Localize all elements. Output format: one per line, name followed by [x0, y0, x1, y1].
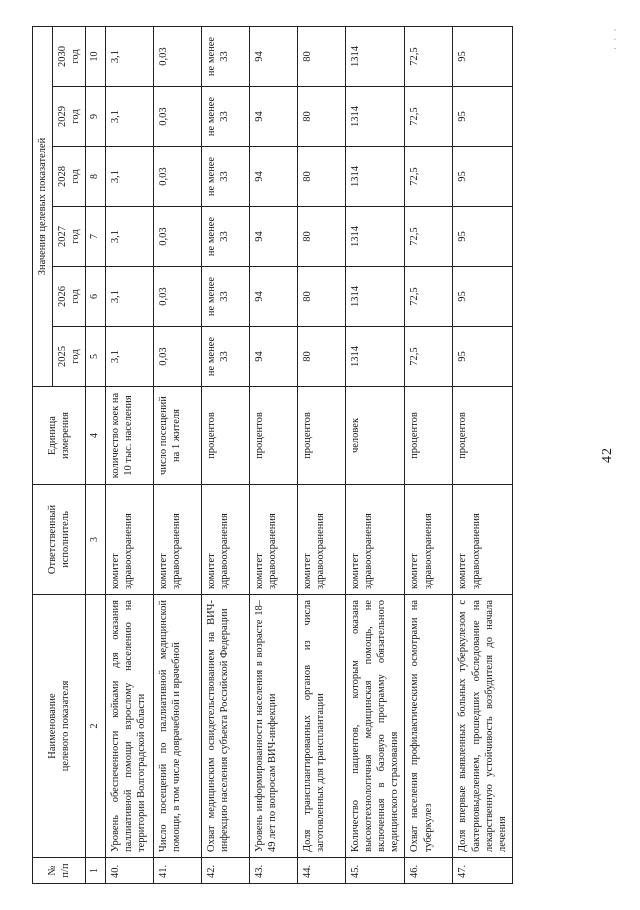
target-value: не менее 33 [201, 207, 249, 267]
target-indicators-table [32, 26, 513, 884]
responsible-executor: комитет здравоохранения [153, 485, 201, 595]
target-value: 72,5 [405, 87, 453, 147]
target-value: 80 [297, 207, 345, 267]
target-value: 94 [249, 267, 297, 327]
indicator-name: Уровень информированности населения в возрасте 18–49 лет по вопросам ВИЧ-инфекции [249, 595, 297, 858]
responsible-executor: комитет здравоохранения [345, 485, 405, 595]
col-header-year: 2025 год [53, 327, 86, 387]
target-value: 0,03 [153, 147, 201, 207]
scan-artifact: · · · [610, 26, 620, 50]
table-row [153, 26, 201, 883]
unit-of-measure: процентов [297, 387, 345, 485]
target-value: 95 [453, 87, 513, 147]
target-value: 1314 [345, 147, 405, 207]
row-num: 40. [105, 858, 153, 884]
responsible-executor: комитет здравоохранения [105, 485, 153, 595]
target-value: не менее 33 [201, 147, 249, 207]
target-value: 1314 [345, 327, 405, 387]
target-value: 72,5 [405, 147, 453, 207]
col-number: 10 [86, 26, 106, 86]
target-value: 1314 [345, 207, 405, 267]
target-value: 80 [297, 327, 345, 387]
column-number-row [86, 26, 106, 883]
target-value: 3,1 [105, 87, 153, 147]
table-row [201, 26, 249, 883]
target-value: 72,5 [405, 26, 453, 86]
target-value: 0,03 [153, 87, 201, 147]
target-value: 72,5 [405, 327, 453, 387]
indicator-name: Число посещений по паллиативной медицинской помощи, в том числе доврачебной и врачебной [153, 595, 201, 858]
target-value: 3,1 [105, 207, 153, 267]
col-header-year: 2029 год [53, 87, 86, 147]
table-row [249, 26, 297, 883]
col-header-unit: Единица измерения [33, 387, 86, 485]
col-number: 3 [86, 485, 106, 595]
page-number: 42 [600, 447, 615, 463]
target-value: 94 [249, 207, 297, 267]
unit-of-measure: процентов [249, 387, 297, 485]
unit-of-measure: количество коек на 10 тыс. населения [105, 387, 153, 485]
responsible-executor: комитет здравоохранения [453, 485, 513, 595]
target-value: 94 [249, 327, 297, 387]
table-row [405, 26, 453, 883]
col-number: 5 [86, 327, 106, 387]
target-value: 94 [249, 147, 297, 207]
target-value: 95 [453, 147, 513, 207]
responsible-executor: комитет здравоохранения [249, 485, 297, 595]
indicator-name: Доля впервые выявленных больных туберкулезом с бактериовыделением, прошедших обследование на лекарственную устойчивость возбудителя до начала лечения [453, 595, 513, 858]
row-num: 43. [249, 858, 297, 884]
table-row [105, 26, 153, 883]
target-value: 80 [297, 26, 345, 86]
target-value: 95 [453, 26, 513, 86]
target-value: 80 [297, 267, 345, 327]
target-value: 0,03 [153, 327, 201, 387]
target-value: 3,1 [105, 327, 153, 387]
responsible-executor: комитет здравоохранения [405, 485, 453, 595]
indicator-name: Количество пациентов, которым оказана высокотехнологичная медицинская помощь, не включенная в базовую программу обязательного медицинского страхования [345, 595, 405, 858]
target-value: 95 [453, 267, 513, 327]
responsible-executor: комитет здравоохранения [201, 485, 249, 595]
row-num: 45. [345, 858, 405, 884]
target-value: 3,1 [105, 147, 153, 207]
target-value: 1314 [345, 267, 405, 327]
target-value: 94 [249, 26, 297, 86]
target-value: 72,5 [405, 267, 453, 327]
col-number: 2 [86, 595, 106, 858]
col-number: 7 [86, 207, 106, 267]
col-header-year: 2027 год [53, 207, 86, 267]
target-value: 0,03 [153, 26, 201, 86]
unit-of-measure: число посещений на 1 жителя [153, 387, 201, 485]
row-num: 41. [153, 858, 201, 884]
row-num: 46. [405, 858, 453, 884]
indicator-name: Охват населения профилактическими осмотрами на туберкулез [405, 595, 453, 858]
target-value: 95 [453, 207, 513, 267]
row-num: 47. [453, 858, 513, 884]
col-number: 6 [86, 267, 106, 327]
col-header-year: 2030 год [53, 26, 86, 86]
indicator-name: Уровень обеспеченности койками для оказания паллиативной помощи взрослому населению на территории Волгоградской области [105, 595, 153, 858]
row-num: 44. [297, 858, 345, 884]
col-header-name: Наименование целевого показателя [33, 595, 86, 858]
col-number: 8 [86, 147, 106, 207]
table-row [453, 26, 513, 883]
target-value: 1314 [345, 26, 405, 86]
indicator-name: Доля трансплантированных органов из числа заготовленных для трансплантации [297, 595, 345, 858]
target-value: 3,1 [105, 26, 153, 86]
target-value: не менее 33 [201, 267, 249, 327]
col-header-num: № п/п [33, 858, 86, 884]
responsible-executor: комитет здравоохранения [297, 485, 345, 595]
col-number: 9 [86, 87, 106, 147]
col-number: 1 [86, 858, 106, 884]
table-row [345, 26, 405, 883]
unit-of-measure: процентов [405, 387, 453, 485]
col-header-executor: Ответственный исполнитель [33, 485, 86, 595]
target-value: 80 [297, 147, 345, 207]
target-value: не менее 33 [201, 327, 249, 387]
indicator-name: Охват медицинским освидетельствованием на ВИЧ-инфекцию населения субъекта Российской Федерации [201, 595, 249, 858]
target-value: 0,03 [153, 207, 201, 267]
target-value: 94 [249, 87, 297, 147]
target-value: не менее 33 [201, 26, 249, 86]
target-value: не менее 33 [201, 87, 249, 147]
target-value: 80 [297, 87, 345, 147]
row-num: 42. [201, 858, 249, 884]
unit-of-measure: процентов [453, 387, 513, 485]
col-header-year: 2028 год [53, 147, 86, 207]
target-value: 72,5 [405, 207, 453, 267]
target-value: 95 [453, 327, 513, 387]
target-value: 3,1 [105, 267, 153, 327]
col-header-year: 2026 год [53, 267, 86, 327]
unit-of-measure: человек [345, 387, 405, 485]
target-value: 0,03 [153, 267, 201, 327]
target-value: 1314 [345, 87, 405, 147]
table-row [297, 26, 345, 883]
unit-of-measure: процентов [201, 387, 249, 485]
col-number: 4 [86, 387, 106, 485]
col-header-targets: Значения целевых показателей [33, 26, 53, 386]
